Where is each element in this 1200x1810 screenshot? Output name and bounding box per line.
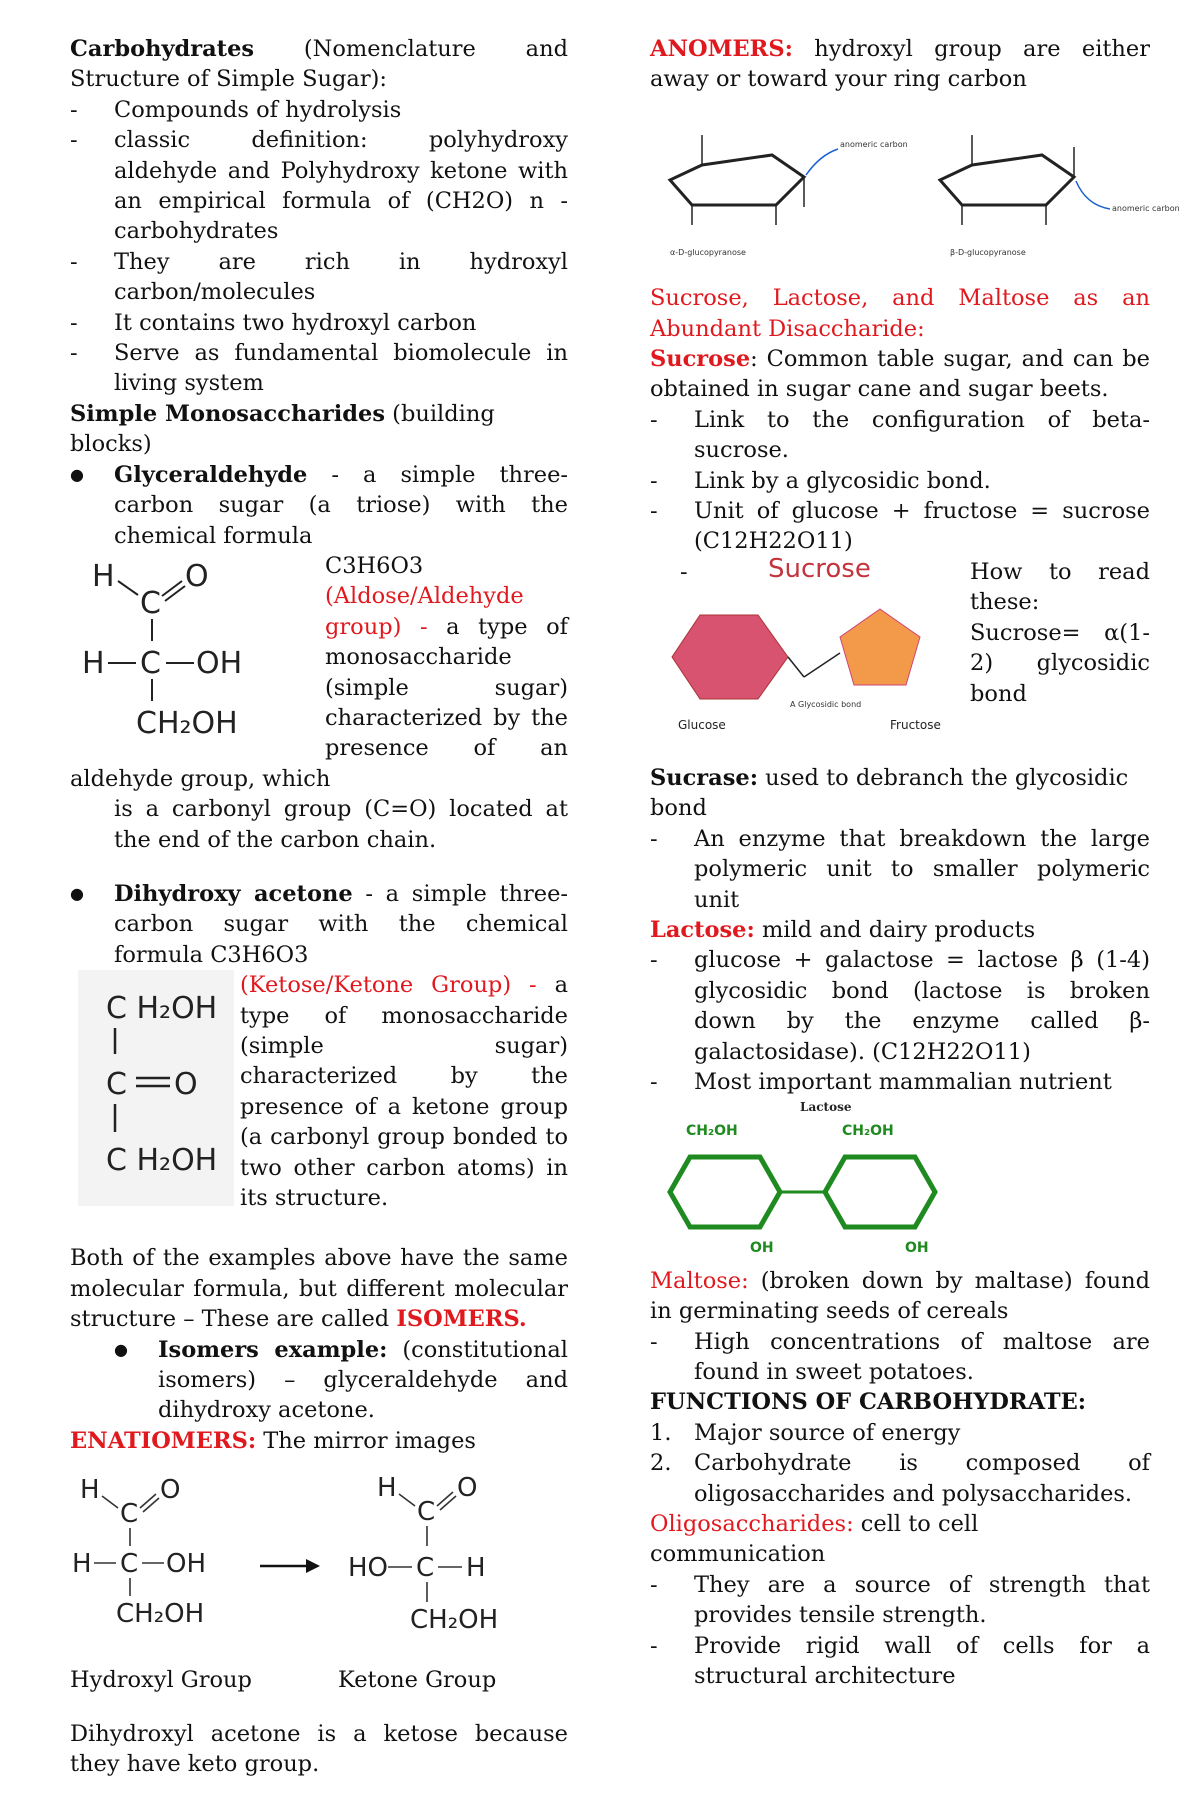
dihydroxy-section xyxy=(70,879,568,970)
atom-label: C xyxy=(140,585,161,621)
glyceraldehyde-item: ● Glyceraldehyde - a simple three-carbon sugar (a triose) with the chemical formula xyxy=(70,460,568,551)
intro-list xyxy=(70,95,568,399)
oligosaccharides-list xyxy=(650,1570,1150,1692)
glucose-label: Glucose xyxy=(678,717,726,732)
maltose-line: Maltose: (broken down by maltase) found in germinating seeds of cereals xyxy=(650,1267,1150,1325)
beta-glucose-ring xyxy=(940,135,1180,257)
atom-label: O xyxy=(160,1475,181,1506)
atom-label: CH₂OH xyxy=(686,1123,738,1140)
list-item: - Link to the configuration of beta-sucrose. xyxy=(650,405,1150,466)
right-column xyxy=(650,34,1180,1691)
atom-label: OH xyxy=(905,1240,929,1257)
anomeric-carbon-label: anomeric carbon xyxy=(840,139,908,149)
atom-label: C xyxy=(140,645,161,681)
beta-caption: β-D-glucopyranose xyxy=(950,247,1026,257)
list-item: - High concentrations of maltose are found in sweet potatoes. xyxy=(650,1327,1150,1388)
sucrose-list xyxy=(650,405,1150,557)
atom-label: H xyxy=(72,1549,92,1580)
atom-label: C H₂OH xyxy=(106,1143,218,1179)
enantiomers-diagram xyxy=(70,1456,568,1656)
glycosidic-bond-label: A Glycosidic bond xyxy=(790,699,862,709)
functions-list xyxy=(650,1418,1150,1509)
ketose-footer: Dihydroxyl acetone is a ketose because they have keto group. xyxy=(70,1720,568,1778)
atom-label: O xyxy=(174,1067,198,1103)
list-item: - They are rich in hydroxyl carbon/molecules xyxy=(70,247,568,308)
lactose-line: Lactose: mild and dairy products xyxy=(650,916,1036,943)
atom-label: H xyxy=(92,558,115,594)
atom-label: CH₂OH xyxy=(116,1599,205,1630)
atom-label: OH xyxy=(750,1240,774,1257)
enantiomers-captions xyxy=(70,1665,568,1697)
anomers-line: ANOMERS: hydroxyl group are either away or toward your ring carbon xyxy=(650,36,1150,93)
sucrose-line: Sucrose: Common table sugar, and can be obtained in sugar cane and sugar beets. xyxy=(650,346,1150,403)
glyceraldehyde-structure xyxy=(70,551,325,761)
atom-label: OH xyxy=(166,1549,207,1580)
glyceraldehyde-section xyxy=(70,460,568,551)
list-item: - They are a source of strength that provides tensile strength. xyxy=(650,1570,1150,1631)
list-item: 2. Carbohydrate is composed of oligosaccharides and polysaccharides. xyxy=(650,1450,1150,1507)
atom-label: H xyxy=(466,1553,486,1584)
list-item: - An enzyme that breakdown the large polymeric unit to smaller polymeric unit xyxy=(650,824,1150,915)
isomers-paragraph: Both of the examples above have the same molecular formula, but different molecular structure – These are called ISOMERS. xyxy=(70,1245,568,1333)
atom-label: H xyxy=(82,645,105,681)
monosaccharides-heading: Simple Monosaccharides (building blocks) xyxy=(70,400,495,458)
atom-label: C H₂OH xyxy=(106,991,218,1027)
list-item: - Serve as fundamental biomolecule in living system xyxy=(70,338,568,399)
glyceraldehyde-formula: C3H6O3 xyxy=(325,552,424,579)
dihydroxy-item: ● Dihydroxy acetone - a simple three-carbon sugar with the chemical formula C3H6O3 xyxy=(70,879,568,970)
anomers-diagram xyxy=(650,95,1180,275)
sucrose-image-title: Sucrose xyxy=(768,553,871,584)
list-item: - glucose + galactose = lactose β (1-4) glycosidic bond (lactose is broken down by the enzyme called β- galactosidase). (C12H22O11) xyxy=(650,945,1150,1067)
maltose-list xyxy=(650,1327,1150,1388)
fructose-label: Fructose xyxy=(890,717,941,732)
aldose-description: (Aldose/Aldehyde group) - a type of monosaccharide (simple sugar) characterized by the presence of an aldehyde group, which xyxy=(70,583,568,792)
lactose-list xyxy=(650,945,1150,1097)
atom-label: C xyxy=(416,1553,435,1584)
lactose-image-title: Lactose xyxy=(800,1100,852,1115)
list-item: - Most important mammalian nutrient xyxy=(650,1067,1150,1097)
list-item: - Link by a glycosidic bond. xyxy=(650,466,1150,496)
sucrase-list xyxy=(650,824,1150,915)
disaccharide-heading: Sucrose, Lactose, and Maltose as an Abundant Disaccharide: xyxy=(650,285,1150,342)
how-to-read-note: - How to read these: Sucrose= α(1-2) glycosidic bond xyxy=(680,557,1150,709)
oligosaccharides-line: Oligosaccharides: cell to cell communication xyxy=(650,1511,979,1568)
isomers-example-item: ● Isomers example: (constitutional isomers) – glyceraldehyde and dihydroxy acetone. xyxy=(114,1335,568,1426)
alpha-glucose-ring xyxy=(670,135,908,257)
dihydroxyacetone-structure xyxy=(70,970,240,1210)
atom-label: H xyxy=(377,1473,397,1504)
atom-label: HO xyxy=(348,1553,389,1584)
aldose-continuation: is a carbonyl group (C=O) located at the end of the carbon chain. xyxy=(114,796,568,853)
list-item: - It contains two hydroxyl carbon xyxy=(70,308,568,338)
atom-label: H xyxy=(80,1475,100,1506)
list-item: - classic definition: polyhydroxy aldehyde and Polyhydroxy ketone with an empirical formula of (CH2O) n - carbohydrates xyxy=(70,125,568,247)
list-item: 1. Major source of energy xyxy=(650,1419,961,1446)
anomeric-carbon-label: anomeric carbon xyxy=(1112,203,1180,213)
atom-label: O xyxy=(185,558,209,594)
atom-label: C xyxy=(120,1549,139,1580)
ketose-description: (Ketose/Ketone Group) - a type of monosaccharide (simple sugar) characterized by the presence of a ketone group (a carbonyl group bonded to two other carbon atoms) in its structure. xyxy=(240,972,568,1212)
atom-label: OH xyxy=(196,645,243,681)
atom-label: CH₂OH xyxy=(410,1605,499,1636)
atom-label: CH₂OH xyxy=(136,705,238,741)
left-column xyxy=(70,34,568,1780)
isomers-example xyxy=(70,1335,568,1426)
atom-label: C xyxy=(417,1497,436,1528)
functions-heading: FUNCTIONS OF CARBOHYDRATE: xyxy=(650,1389,1087,1416)
alpha-caption: α-D-glucopyranose xyxy=(670,247,746,257)
caption-ketone: Ketone Group xyxy=(338,1666,497,1693)
lactose-structure xyxy=(650,1097,970,1257)
atom-label: C xyxy=(106,1067,127,1103)
list-item: - Unit of glucose + fructose = sucrose (C12H22O11) xyxy=(650,496,1150,557)
atom-label: C xyxy=(120,1499,139,1530)
atom-label: O xyxy=(457,1473,478,1504)
enantiomers-line: ENATIOMERS: The mirror images xyxy=(70,1427,476,1454)
sucrase-line: Sucrase: used to debranch the glycosidic bond xyxy=(650,764,1129,822)
list-item: - Compounds of hydrolysis xyxy=(70,95,568,125)
carbohydrates-heading: Carbohydrates (Nomenclature and Structure of Simple Sugar): xyxy=(70,36,568,93)
atom-label: CH₂OH xyxy=(842,1123,894,1140)
list-item: - Provide rigid wall of cells for a structural architecture xyxy=(650,1631,1150,1692)
caption-hydroxyl: Hydroxyl Group xyxy=(70,1666,252,1693)
